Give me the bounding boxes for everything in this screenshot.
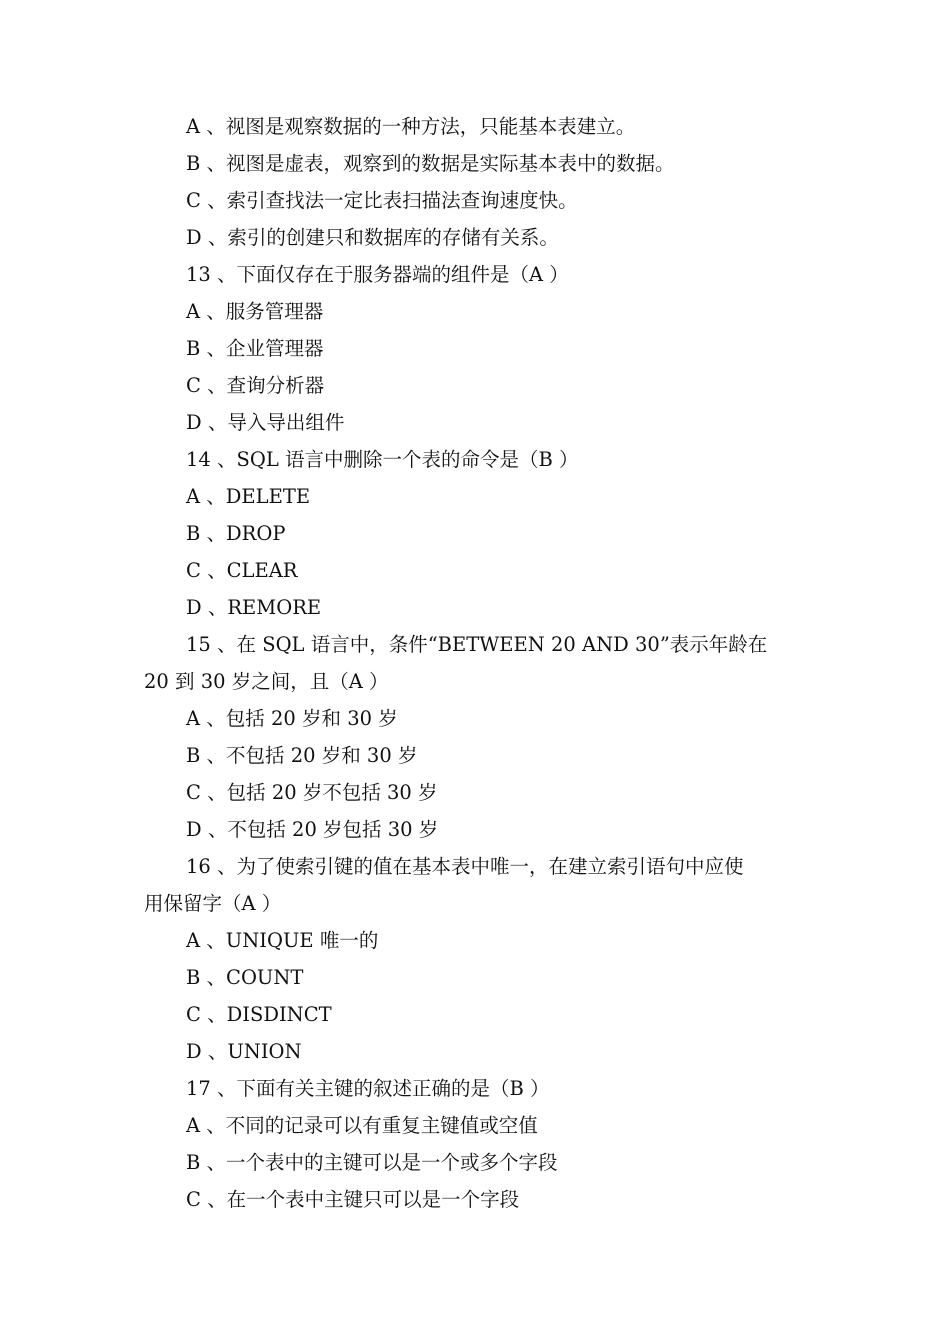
option-line: A 、UNIQUE 唯一的 bbox=[186, 929, 379, 952]
question-line: 17 、下面有关主键的叙述正确的是（B ） bbox=[186, 1077, 550, 1100]
option-line: D 、导入导出组件 bbox=[186, 411, 345, 434]
option-line: B 、DROP bbox=[186, 522, 286, 545]
question-continuation-line: 20 到 30 岁之间，且（A ） bbox=[144, 670, 389, 693]
option-line: C 、包括 20 岁不包括 30 岁 bbox=[186, 781, 438, 804]
option-line: B 、不包括 20 岁和 30 岁 bbox=[186, 744, 418, 767]
option-line: A 、不同的记录可以有重复主键值或空值 bbox=[186, 1114, 538, 1137]
option-line: D 、不包括 20 岁包括 30 岁 bbox=[186, 818, 439, 841]
option-line: C 、索引查找法一定比表扫描法查询速度快。 bbox=[186, 189, 578, 212]
document-body bbox=[144, 108, 824, 1218]
option-line: A 、视图是观察数据的一种方法，只能基本表建立。 bbox=[186, 115, 636, 138]
option-line: B 、一个表中的主键可以是一个或多个字段 bbox=[186, 1151, 558, 1174]
question-continuation-line: 用保留字（A ） bbox=[144, 892, 282, 915]
option-line: B 、COUNT bbox=[186, 966, 304, 989]
option-line: A 、服务管理器 bbox=[186, 300, 324, 323]
option-line: A 、DELETE bbox=[186, 485, 311, 508]
option-line: B 、企业管理器 bbox=[186, 337, 324, 360]
option-line: C 、在一个表中主键只可以是一个字段 bbox=[186, 1188, 520, 1211]
question-line: 13 、下面仅存在于服务器端的组件是（A ） bbox=[186, 263, 569, 286]
question-line: 15 、在 SQL 语言中，条件“BETWEEN 20 AND 30”表示年龄在 bbox=[186, 633, 768, 656]
option-line: C 、查询分析器 bbox=[186, 374, 325, 397]
option-line: D 、REMORE bbox=[186, 596, 322, 619]
option-line: B 、视图是虚表，观察到的数据是实际基本表中的数据。 bbox=[186, 152, 675, 175]
option-line: C 、CLEAR bbox=[186, 559, 298, 582]
option-line: A 、包括 20 岁和 30 岁 bbox=[186, 707, 398, 730]
question-line: 16 、为了使索引键的值在基本表中唯一，在建立索引语句中应使 bbox=[186, 855, 744, 878]
question-line: 14 、SQL 语言中删除一个表的命令是（B ） bbox=[186, 448, 579, 471]
option-line: D 、索引的创建只和数据库的存储有关系。 bbox=[186, 226, 559, 249]
option-line: C 、DISDINCT bbox=[186, 1003, 332, 1026]
option-line: D 、UNION bbox=[186, 1040, 302, 1063]
